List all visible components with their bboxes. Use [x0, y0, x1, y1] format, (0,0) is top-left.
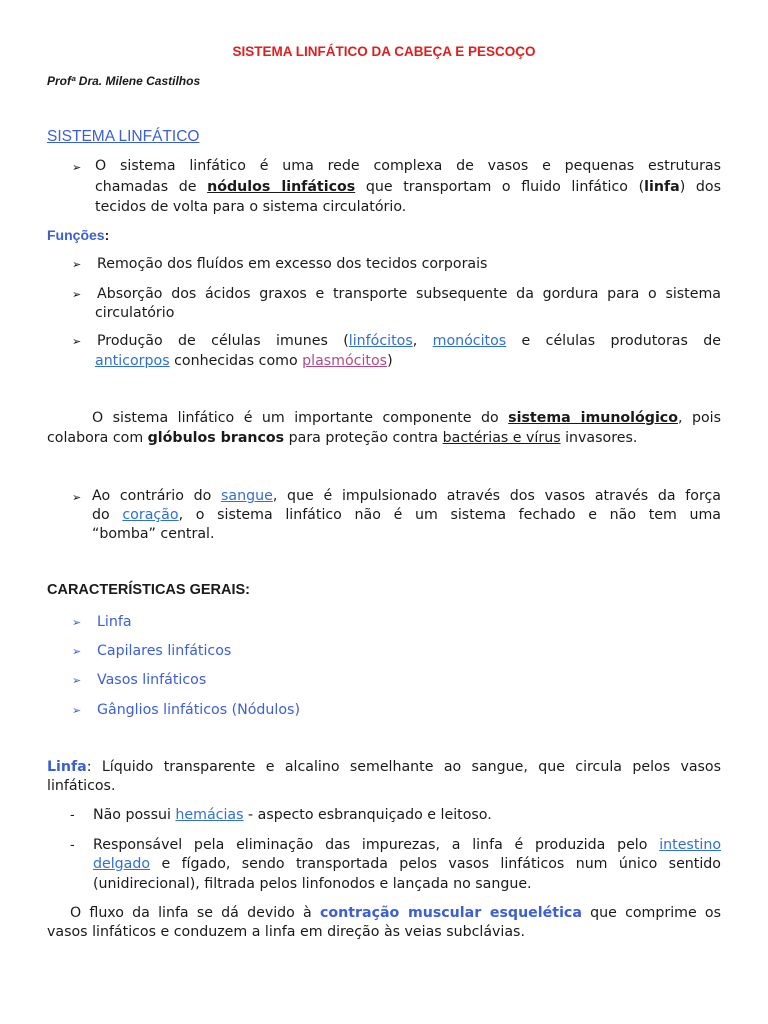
- contrario-text: Ao contrário do: [92, 488, 222, 504]
- intro-line-2: [95, 177, 721, 198]
- imuno-text: para proteção contra: [284, 430, 443, 446]
- linfa-text: : Líquido transparente e alcalino semelhante ao sangue, que circula pelos vasos: [86, 759, 721, 775]
- bacterias-virus-term: bactérias e vírus: [442, 430, 561, 446]
- arrow-bullet-icon: ➢: [72, 491, 82, 504]
- dash-bullet: -: [70, 808, 75, 823]
- arrow-bullet-icon: ➢: [72, 645, 82, 658]
- imuno-line-2: [47, 428, 637, 449]
- contracao-muscular-term: contração muscular esquelética: [319, 905, 582, 921]
- coracao-link[interactable]: coração: [122, 507, 179, 523]
- caracteristica-item: Linfa: [97, 614, 132, 630]
- intro-text: chamadas de: [95, 179, 208, 195]
- funcoes-colon: :: [104, 227, 110, 243]
- fluxo-text: O fluxo da linfa se dá devido à: [70, 905, 320, 921]
- funcoes-heading: [47, 227, 109, 243]
- sistema-imunologico-term: sistema imunológico: [508, 410, 678, 426]
- caracteristica-item: Capilares linfáticos: [97, 643, 232, 659]
- arrow-bullet-icon: ➢: [72, 335, 82, 348]
- linfa-term: linfa: [644, 179, 680, 195]
- hemacias-link[interactable]: hemácias: [175, 807, 244, 823]
- caracteristicas-heading: CARACTERÍSTICAS GERAIS:: [47, 582, 251, 598]
- funcao-text: conhecidas como: [169, 353, 303, 369]
- imuno-text: colabora com: [47, 430, 148, 446]
- dash-bullet: -: [70, 838, 75, 853]
- nodulos-linfaticos-term: nódulos linfáticos: [207, 179, 356, 195]
- intro-line-1: O sistema linfático é uma rede complexa de vasos e pequenas estruturas: [95, 158, 721, 174]
- contrario-line-3: “bomba” central.: [92, 526, 215, 542]
- linfa-label: Linfa: [47, 759, 87, 775]
- fluxo-text: que comprime os: [581, 905, 721, 921]
- section-heading-sistema-linfatico: SISTEMA LINFÁTICO: [47, 128, 200, 145]
- fluxo-line-1: [70, 903, 721, 924]
- funcao-text: Produção de células imunes (: [97, 333, 349, 349]
- intro-line-3: tecidos de volta para o sistema circulatório.: [95, 199, 407, 215]
- contrario-line-1: [92, 486, 721, 507]
- funcao-text: e células produtoras de: [506, 333, 721, 349]
- arrow-bullet-icon: ➢: [72, 161, 82, 174]
- funcao-item-2-line-1: Absorção dos ácidos graxos e transporte subsequente da gordura para o sistema: [97, 286, 721, 302]
- funcoes-label: Funções: [47, 227, 105, 243]
- imuno-line-1: [92, 408, 721, 429]
- funcao-item-1: Remoção dos fluídos em excesso dos tecidos corporais: [97, 256, 488, 272]
- document-title: SISTEMA LINFÁTICO DA CABEÇA E PESCOÇO: [232, 44, 536, 59]
- funcao-text: ,: [412, 333, 433, 349]
- linfa-item-text: Não possui: [93, 807, 176, 823]
- arrow-bullet-icon: ➢: [72, 704, 82, 717]
- linfa-line-2: linfáticos.: [47, 778, 116, 794]
- caracteristica-item: Vasos linfáticos: [97, 672, 207, 688]
- contrario-text: do: [92, 507, 123, 523]
- arrow-bullet-icon: ➢: [72, 258, 82, 271]
- author-line: Profª Dra. Milene Castilhos: [47, 74, 201, 88]
- contrario-text: , que é impulsionado através dos vasos através da força: [272, 488, 721, 504]
- funcao-item-3-line-1: [97, 331, 721, 352]
- linfa-item-2-line-2: [93, 854, 721, 875]
- imuno-text: O sistema linfático é um importante componente do: [92, 410, 509, 426]
- anticorpos-link[interactable]: anticorpos: [95, 353, 170, 369]
- arrow-bullet-icon: ➢: [72, 674, 82, 687]
- linfa-line-1: [47, 757, 721, 778]
- funcao-item-3-line-2: [95, 351, 393, 372]
- linfa-item-1: [93, 805, 492, 826]
- plasmocitos-link[interactable]: plasmócitos: [302, 353, 388, 369]
- linfa-item-text: e fígado, sendo transportada pelos vasos linfáticos num único sentido: [150, 856, 721, 872]
- linfa-item-2-line-1: [93, 835, 721, 856]
- monocitos-link[interactable]: monócitos: [432, 333, 507, 349]
- linfa-item-2-line-3: (unidirecional), filtrada pelos linfonodos e lançada no sangue.: [93, 876, 532, 892]
- imuno-text: invasores.: [560, 430, 638, 446]
- funcao-text: ): [387, 353, 393, 369]
- linfa-item-text: - aspecto esbranquiçado e leitoso.: [243, 807, 492, 823]
- contrario-text: , o sistema linfático não é um sistema fechado e não tem uma: [178, 507, 722, 523]
- imuno-text: , pois: [677, 410, 721, 426]
- fluxo-line-2: vasos linfáticos e conduzem a linfa em direção às veias subclávias.: [47, 924, 525, 940]
- linfa-item-text: Responsável pela eliminação das impurezas, a linfa é produzida pelo: [93, 837, 660, 853]
- caracteristica-item: Gânglios linfáticos (Nódulos): [97, 702, 300, 718]
- intestino-link[interactable]: intestino: [659, 837, 721, 853]
- funcao-item-2-line-2: circulatório: [95, 305, 175, 321]
- delgado-link[interactable]: delgado: [93, 856, 151, 872]
- intro-text: ) dos: [679, 179, 722, 195]
- arrow-bullet-icon: ➢: [72, 288, 82, 301]
- linfocitos-link[interactable]: linfócitos: [348, 333, 413, 349]
- intro-text: que transportam o fluido linfático (: [355, 179, 645, 195]
- globulos-brancos-term: glóbulos brancos: [147, 430, 285, 446]
- arrow-bullet-icon: ➢: [72, 616, 82, 629]
- sangue-link[interactable]: sangue: [221, 488, 273, 504]
- contrario-line-2: [92, 505, 721, 526]
